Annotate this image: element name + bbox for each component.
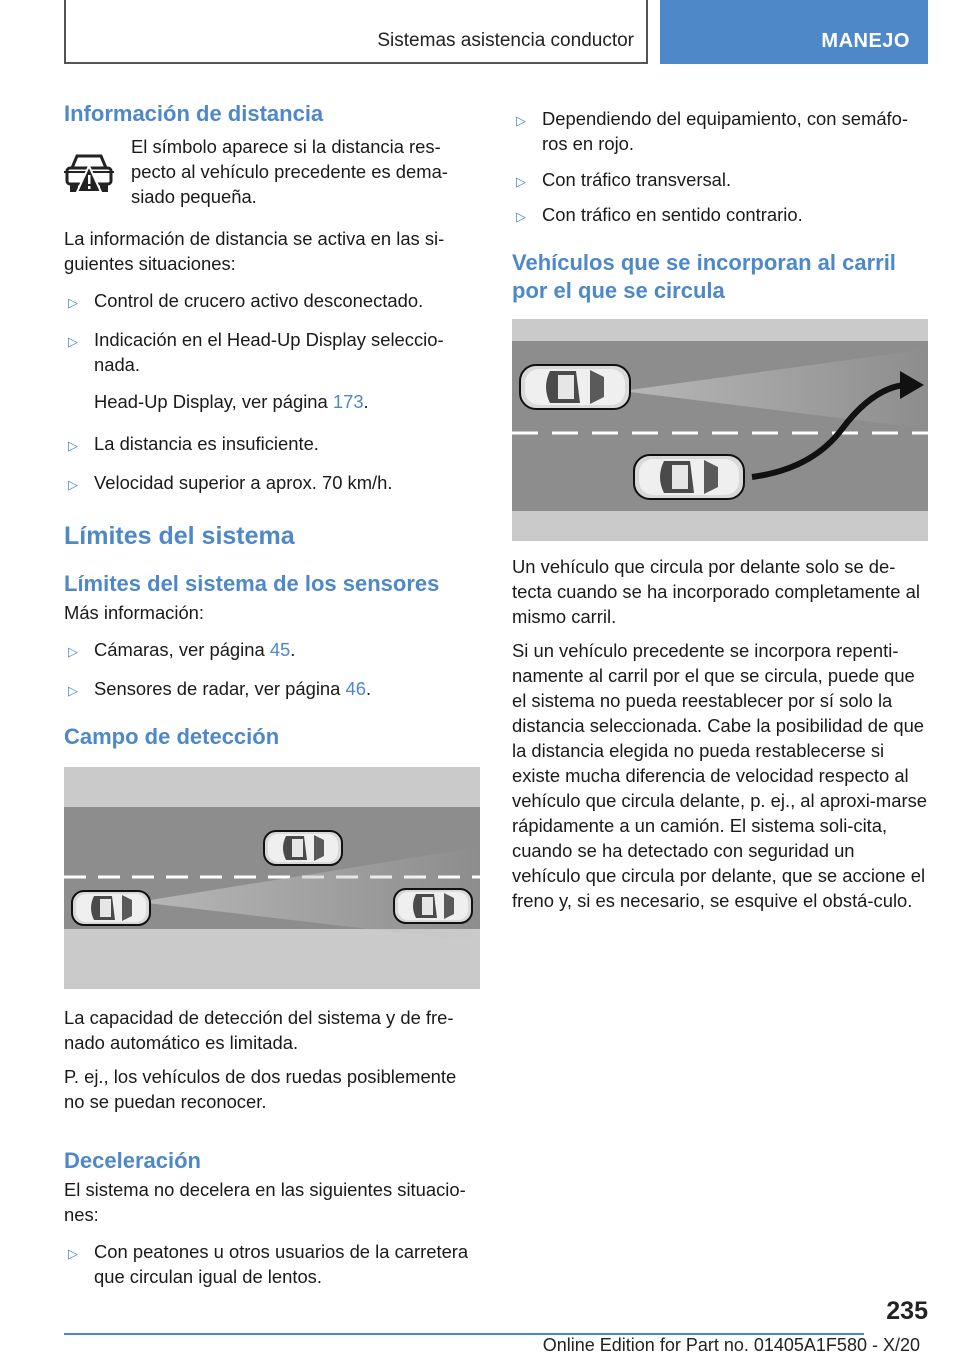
bullet-triangle-icon: ▷: [68, 438, 78, 453]
right-column: [512, 100, 928, 913]
list-item: ▷ Dependiendo del equipamiento, con semáfo-ros en rojo.: [516, 108, 909, 154]
list-distance-situations: [64, 288, 480, 495]
bullet-triangle-icon: ▷: [68, 644, 78, 659]
bullet-triangle-icon: ▷: [68, 334, 78, 349]
list-item: ▷ Velocidad superior a aprox. 70 km/h.: [64, 470, 480, 495]
own-car-icon: [72, 891, 150, 925]
merging-car-icon: [634, 455, 744, 499]
bullet-triangle-icon: ▷: [516, 113, 526, 128]
bullet-triangle-icon: ▷: [516, 174, 526, 189]
left-column: [64, 100, 480, 1289]
list-item: ▷ Indicación en el Head-Up Display seleccio-nada.: [68, 329, 444, 375]
page-link[interactable]: 173: [332, 391, 364, 412]
list-item: ▷ La distancia es insuficiente.: [64, 431, 480, 456]
list-item-subnote: Head-Up Display, ver página 173.: [94, 391, 369, 412]
paragraph: El sistema no decelera en las siguientes situacio-nes:: [64, 1179, 466, 1225]
car-adjacent-lane-icon: [264, 831, 342, 865]
car-ahead-icon: [394, 889, 472, 923]
list-continued: [512, 106, 928, 227]
heading-sensor-limits: Límites del sistema de los sensores: [64, 571, 440, 596]
distance-warning-car-icon: [64, 150, 114, 196]
page-link[interactable]: 46: [345, 678, 366, 699]
list-sensors: [64, 637, 480, 701]
heading-deceleration: Deceleración: [64, 1148, 201, 1173]
page-header: [64, 0, 928, 66]
info-block: [64, 134, 480, 218]
page-number: 235: [886, 1297, 928, 1325]
bullet-triangle-icon: ▷: [516, 209, 526, 224]
list-item: ▷ Con peatones u otros usuarios de la carretera que circulan igual de lentos.: [68, 1241, 469, 1287]
header-title: Sistemas asistencia conductor: [377, 30, 634, 51]
list-item: ▷ Control de crucero activo desconectado.: [64, 288, 480, 313]
footer-edition: Online Edition for Part no. 01405A1F580 - X/20: [542, 1335, 920, 1355]
list-deceleration: [64, 1239, 480, 1289]
list-item: ▷ Con tráfico transversal.: [512, 167, 928, 192]
paragraph: Más información:: [64, 602, 205, 623]
paragraph: P. ej., los vehículos de dos ruedas posiblemente no se puedan reconocer.: [64, 1066, 457, 1112]
own-car-icon: [520, 365, 630, 409]
header-title-box: [64, 0, 648, 64]
list-item: ▷ Con tráfico en sentido contrario.: [512, 202, 928, 227]
heading-system-limits: Límites del sistema: [64, 522, 295, 550]
detection-field-illustration: [64, 767, 480, 989]
paragraph: Un vehículo que circula por delante solo se de-tecta cuando se ha incorporado completamente al mismo carril.: [512, 556, 920, 627]
bullet-triangle-icon: ▷: [68, 295, 78, 310]
page-link[interactable]: 45: [269, 639, 291, 660]
heading-detection-field: Campo de detección: [64, 724, 280, 749]
heading-distance-info: Información de distancia: [64, 101, 324, 126]
bullet-triangle-icon: ▷: [68, 1246, 78, 1261]
heading-merging-vehicles: Vehículos que se incorporan al carril por el que se circula: [512, 250, 896, 303]
list-item: ▷ Sensores de radar, ver página 46.: [64, 676, 480, 701]
merging-vehicle-illustration: [512, 319, 928, 541]
info-text: El símbolo aparece si la distancia res-pecto al vehículo precedente es dema-siado pequeña.: [131, 136, 448, 207]
paragraph: Si un vehículo precedente se incorpora repenti-namente al carril por el que se circula, puede que el sistema no pueda reestablecer por sí solo la distancia seleccionada. Cabe la posibilidad de que la distancia elegida no pueda restablecerse si existe mucha diferencia de velocidad respecto al vehículo que circula delante, p. ej., al aproxi-marse rápidamente a un camión. El sistema soli-cita, cuando se ha detectado con seguridad un vehículo que circula por delante, que se accione el freno y, si es necesario, se esquive el obstá-culo.: [512, 640, 928, 911]
header-section-label: MANEJO: [821, 30, 910, 52]
paragraph: La capacidad de detección del sistema y de fre-nado automático es limitada.: [64, 1007, 454, 1053]
bullet-triangle-icon: ▷: [68, 477, 78, 492]
paragraph: La información de distancia se activa en las si-guientes situaciones:: [64, 228, 445, 274]
bullet-triangle-icon: ▷: [68, 683, 78, 698]
list-item: ▷ Cámaras, ver página 45.: [64, 637, 480, 662]
header-section-tab[interactable]: [660, 0, 928, 64]
